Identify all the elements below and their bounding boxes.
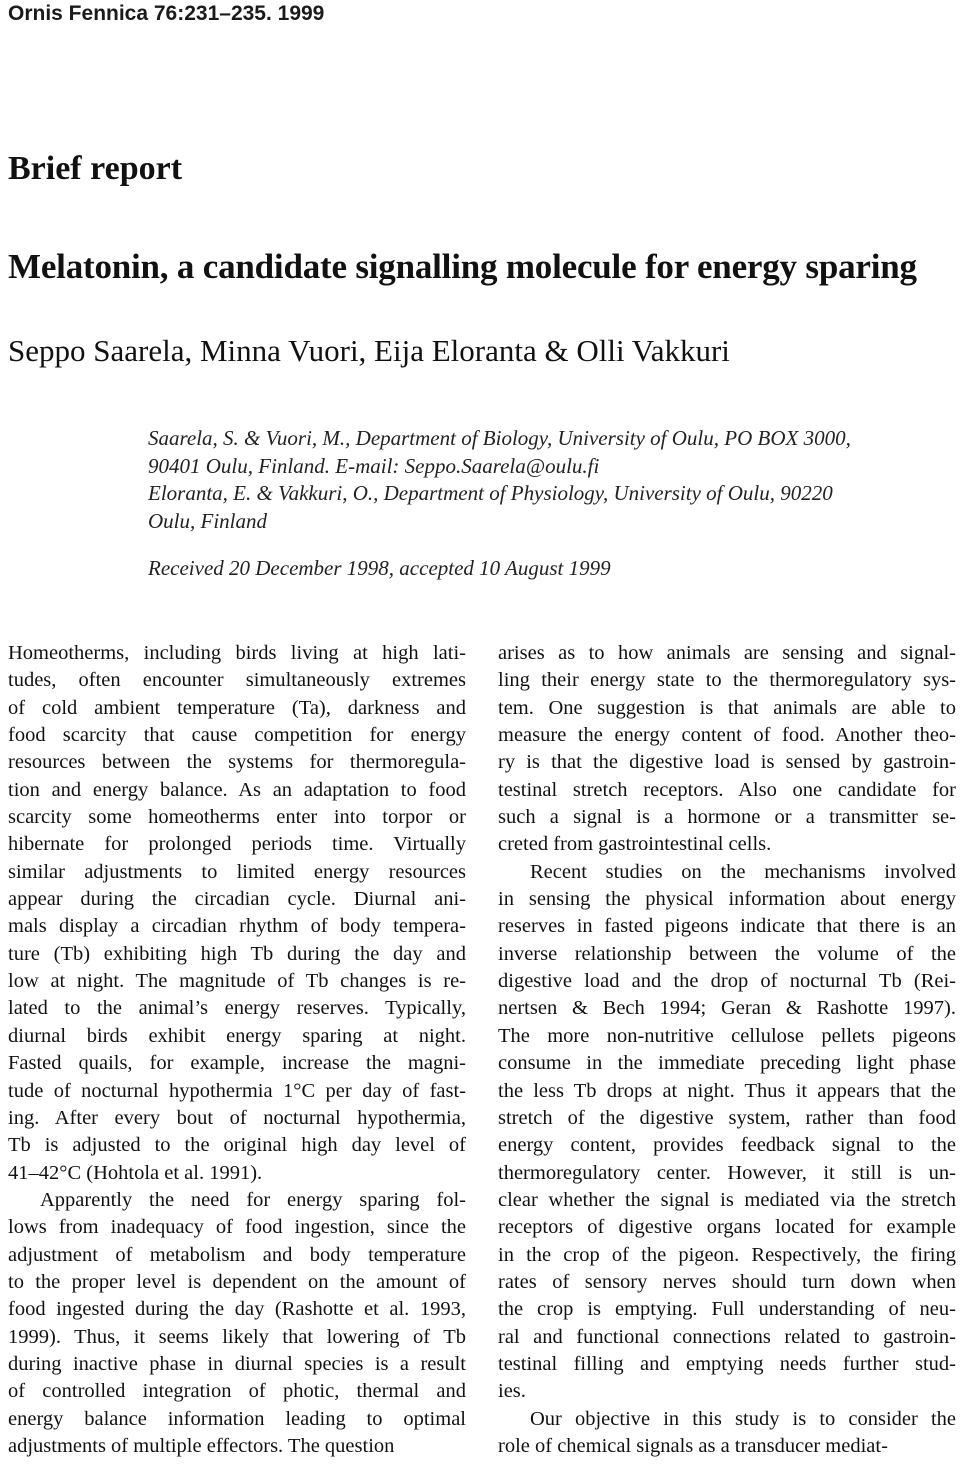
body-text-line: ies. — [498, 1380, 526, 1403]
body-text-line: hibernate for prolonged periods time. Virtually — [8, 833, 466, 856]
author-list: Seppo Saarela, Minna Vuori, Eija Eloranta & Olli Vakkuri — [8, 333, 730, 368]
body-text-line: Homeotherms, including birds living at high lati- — [8, 642, 466, 664]
section-label: Brief report — [8, 150, 183, 187]
body-text-line: digestive load and the drop of nocturnal Tb (Rei- — [498, 970, 956, 993]
body-text-line: testinal filling and emptying needs further stud- — [498, 1352, 956, 1375]
body-text-line: energy balance information leading to optimal — [8, 1407, 466, 1430]
affiliation-line: Saarela, S. & Vuori, M., Department of Biology, University of Oulu, PO BOX 3000, — [148, 426, 851, 450]
body-text-line: such a signal is a hormone or a transmitter se- — [498, 806, 956, 829]
affiliation-line: Eloranta, E. & Vakkuri, O., Department of Physiology, University of Oulu, 90220 — [148, 481, 833, 505]
body-text-line: tude of nocturnal hypothermia 1°C per day of fast- — [8, 1079, 466, 1102]
body-text-line: the less Tb drops at night. Thus it appears that the — [498, 1079, 956, 1102]
body-text-line: The more non-nutritive cellulose pellets pigeons — [498, 1024, 956, 1047]
body-text-line: food ingested during the day (Rashotte et al. 1993, — [8, 1298, 466, 1321]
body-text-line: arises as to how animals are sensing and signal- — [498, 642, 956, 664]
body-text-line: 1999). Thus, it seems likely that lowering of Tb — [8, 1325, 466, 1348]
body-column-left — [8, 640, 466, 1460]
body-text-line: stretch of the digestive system, rather than food — [498, 1106, 956, 1129]
body-text-line: ral and functional connections related to gastroin- — [498, 1325, 956, 1348]
body-text-line: nertsen & Bech 1994; Geran & Rashotte 1997). — [498, 997, 956, 1020]
affiliations-block — [148, 425, 960, 535]
body-text-line: Fasted quails, for example, increase the magni- — [8, 1052, 466, 1075]
body-text-line: during inactive phase in diurnal species is a result — [8, 1352, 466, 1375]
affiliation-line: Oulu, Finland — [148, 508, 267, 533]
body-column-right — [498, 640, 956, 1460]
body-text-line: ture (Tb) exhibiting high Tb during the day and — [8, 942, 466, 965]
article-title: Melatonin, a candidate signalling molecule for energy sparing — [8, 247, 917, 286]
body-text-line: in the crop of the pigeon. Respectively, the firing — [498, 1243, 956, 1266]
body-text-line: of controlled integration of photic, thermal and — [8, 1380, 466, 1403]
body-text-line: energy content, provides feedback signal to the — [498, 1134, 956, 1157]
body-text-line: tudes, often encounter simultaneously extremes — [8, 669, 466, 692]
body-text-line: diurnal birds exhibit energy sparing at night. — [8, 1024, 466, 1047]
body-text-line: thermoregulatory center. However, it still is un- — [498, 1161, 956, 1184]
body-text-line: inverse relationship between the volume of the — [498, 942, 956, 965]
body-text-line: resources between the systems for thermoregula- — [8, 751, 466, 774]
body-text-line: consume in the immediate preceding light phase — [498, 1052, 956, 1075]
body-text-line: the crop is emptying. Full understanding of neu- — [498, 1298, 956, 1321]
body-text-line: lated to the animal’s energy reserves. Typically, — [8, 997, 466, 1020]
body-text-line: receptors of digestive organs located for example — [498, 1216, 956, 1239]
body-text-line: Apparently the need for energy sparing fol- — [40, 1188, 466, 1211]
body-text-line: appear during the circadian cycle. Diurnal ani- — [8, 888, 466, 911]
received-dates: Received 20 December 1998, accepted 10 August 1999 — [148, 556, 611, 580]
body-text-line: scarcity some homeotherms enter into torpor or — [8, 806, 466, 829]
body-text-line: testinal stretch receptors. Also one candidate for — [498, 778, 956, 801]
body-text-line: tem. One suggestion is that animals are able to — [498, 696, 956, 719]
body-text-line: similar adjustments to limited energy resources — [8, 860, 466, 883]
body-text-line: Our objective in this study is to consider the — [530, 1407, 956, 1430]
body-text-line: role of chemical signals as a transducer mediat- — [498, 1434, 888, 1457]
body-text-line: measure the energy content of food. Another theo- — [498, 724, 956, 747]
body-text-line: lows from inadequacy of food ingestion, since the — [8, 1216, 466, 1239]
body-text-line: Tb is adjusted to the original high day level of — [8, 1134, 466, 1157]
body-text-line: ing. After every bout of nocturnal hypothermia, — [8, 1106, 466, 1129]
body-text-line: mals display a circadian rhythm of body tempera- — [8, 915, 466, 938]
affiliation-line: 90401 Oulu, Finland. E-mail: Seppo.Saarela@oulu.fi — [148, 453, 600, 478]
body-text-line: Recent studies on the mechanisms involved — [530, 860, 956, 883]
body-text-line: adjustments of multiple effectors. The question — [8, 1434, 395, 1457]
body-text-line: low at night. The magnitude of Tb changes is re- — [8, 970, 466, 993]
body-text-line: to the proper level is dependent on the amount of — [8, 1270, 466, 1293]
body-text-line: ry is that the digestive load is sensed by gastroin- — [498, 751, 956, 774]
body-text-line: of cold ambient temperature (Ta), darkness and — [8, 696, 466, 719]
body-text-line: in sensing the physical information about energy — [498, 888, 956, 911]
body-text-line: ling their energy state to the thermoregulatory sys- — [498, 669, 956, 692]
body-text-line: tion and energy balance. As an adaptation to food — [8, 778, 466, 801]
body-text-line: creted from gastrointestinal cells. — [498, 833, 772, 856]
body-text-line: 41–42°C (Hohtola et al. 1991). — [8, 1161, 263, 1184]
body-text-line: rates of sensory nerves should turn down when — [498, 1270, 956, 1293]
journal-reference: Ornis Fennica 76:231–235. 1999 — [8, 2, 325, 25]
body-text-line: clear whether the signal is mediated via the stretch — [498, 1188, 956, 1211]
body-text-line: adjustment of metabolism and body temperature — [8, 1243, 466, 1266]
body-text-line: food scarcity that cause competition for energy — [8, 724, 466, 747]
body-text-line: reserves in fasted pigeons indicate that there is an — [498, 915, 956, 938]
